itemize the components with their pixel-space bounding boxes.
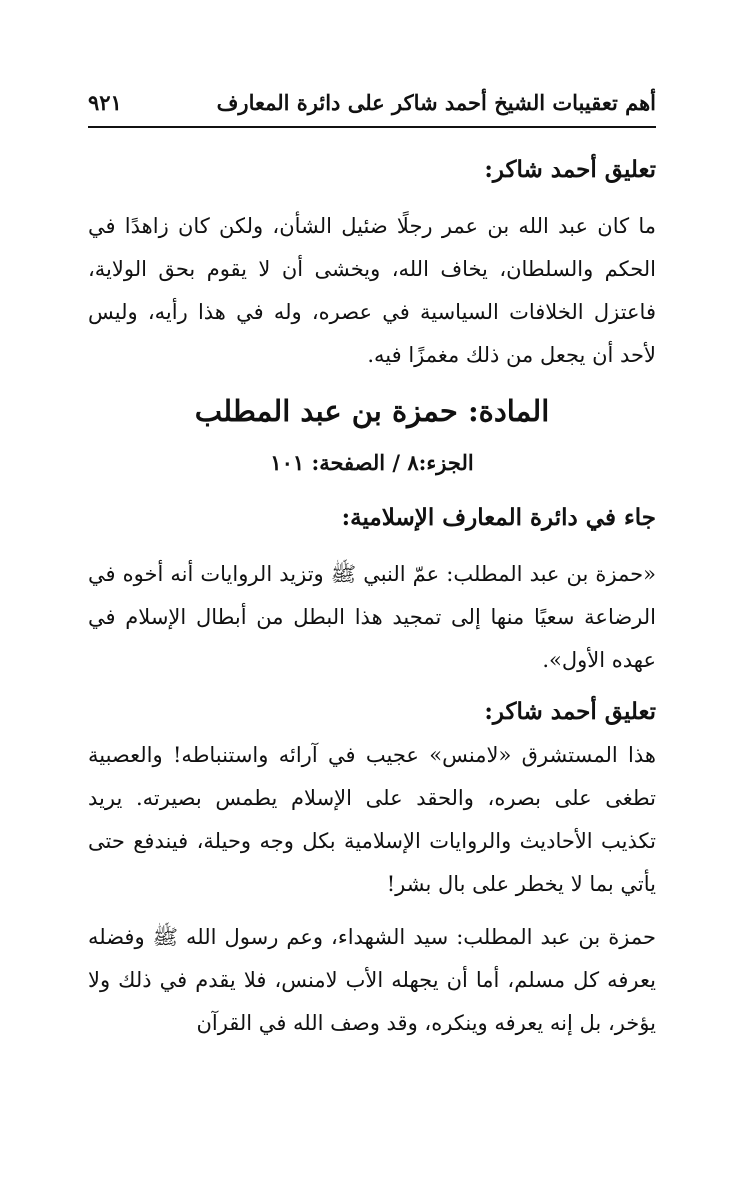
quote-paragraph (88, 553, 656, 682)
running-title: أهم تعقيبات الشيخ أحمد شاكر على دائرة المعارف (216, 90, 656, 115)
comment-heading-2: تعليق أحمد شاكر: (484, 698, 656, 725)
comment-paragraph-1 (88, 205, 656, 377)
entry-reference: الجزء:٨ / الصفحة: ١٠١ (270, 450, 474, 475)
running-header (88, 88, 656, 122)
comment-paragraph-2a (88, 734, 656, 906)
quote-text: «حمزة بن عبد المطلب: عمّ النبي ﷺ وتزيد الروايات أنه أخوه في الرضاعة سعيًا منها إلى تمجيد هذا البطل من أبطال الإسلام في عهده الأول». (88, 562, 656, 672)
comment-text-1: ما كان عبد الله بن عمر رجلًا ضئيل الشأن، ولكن كان زاهدًا في الحكم والسلطان، يخاف الله، ويخشى أن لا يقوم بحق الولاية، فاعتزل الخلافات السياسية في عصره، وله في هذا رأيه، وليس لأحد أن يجعل من ذلك مغمزًا فيه. (88, 214, 656, 367)
quote-heading: جاء في دائرة المعارف الإسلامية: (341, 504, 656, 531)
header-rule (88, 126, 656, 128)
comment-text-2a: هذا المستشرق «لامنس» عجيب في آرائه واستنباطه! والعصبية تطغى على بصره، والحقد على الإسلام يطمس بصيرته. يريد تكذيب الأحاديث والروايات الإسلامية بكل وجه وحيلة، فيندفع حتى يأتي بما لا يخطر على بال بشر! (88, 743, 656, 896)
page-number: ٩٢١ (88, 90, 122, 115)
comment-heading-1: تعليق أحمد شاكر: (484, 156, 656, 183)
comment-paragraph-2b (88, 916, 656, 1045)
entry-title: المادة: حمزة بن عبد المطلب (194, 394, 550, 428)
comment-text-2b: حمزة بن عبد المطلب: سيد الشهداء، وعم رسول الله ﷺ وفضله يعرفه كل مسلم، أما أن يجهله الأب لامنس، فلا يقدم في ذلك ولا يؤخر، بل إنه يعرفه وينكره، وقد وصف الله في القرآن (88, 925, 656, 1035)
